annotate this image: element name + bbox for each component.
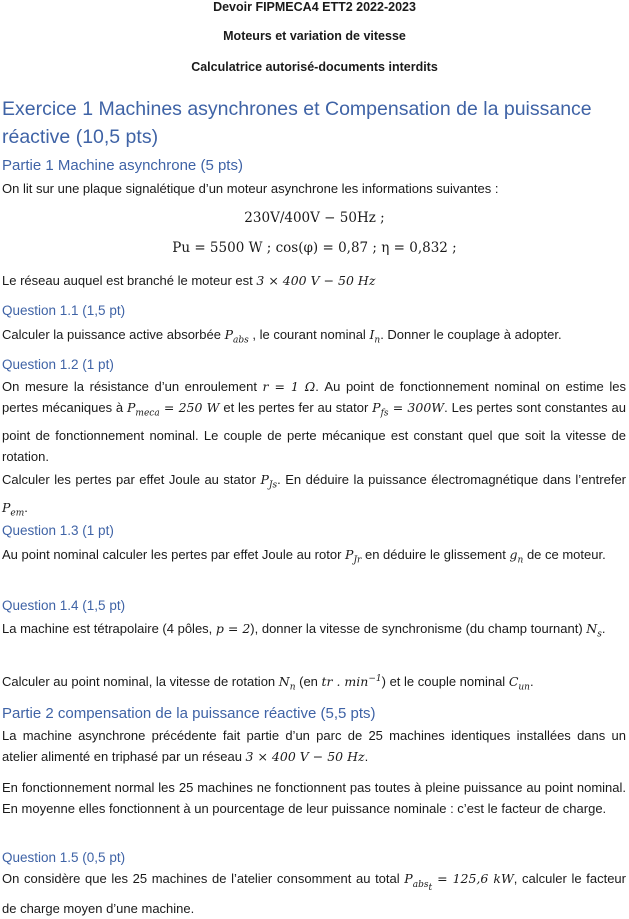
q15-var-pabst-sub-text: abs <box>412 879 429 890</box>
q12-var-pjs-sub: Js <box>268 480 278 491</box>
q13-text-1: Au point nominal calculer les pertes par effet Joule au rotor <box>2 547 346 562</box>
header-title: Devoir FIPMECA4 ETT2 2022-2023 <box>213 0 416 14</box>
q11-text-3: . Donner le couplage à adopter. <box>380 327 562 342</box>
q14-text-4: Calculer au point nominal, la vitesse de rotation <box>2 674 279 690</box>
part2-paragraph-2: En fonctionnement normal les 25 machines ne fonctionnent pas toutes à pleine puissance au point nominal. En moyenne elles fonctionnent à un pourcentage de leur puissance nominale : c’est le facteur de charge. <box>2 780 626 816</box>
q12-var-pem-sub: em <box>10 508 25 518</box>
q13-var-pjr-sub: Jr <box>353 555 362 566</box>
question-1-3-text <box>2 544 626 572</box>
q14-var-nn-sub: n <box>289 682 296 693</box>
q15-var-pabst-subsub: t <box>428 882 433 893</box>
q14-var-ns-sub: s <box>597 629 602 640</box>
q12-var-pem <box>2 499 25 518</box>
q11-var-pabs-base: P <box>224 327 233 342</box>
q15-var-pabst-base: P <box>404 871 413 886</box>
q14-var-cun <box>508 674 530 693</box>
q14-text-7: . <box>529 674 534 690</box>
q13-var-pjr <box>345 547 362 566</box>
q12-var-pjs-base: P <box>260 472 269 487</box>
q14-text-3: . <box>601 621 606 636</box>
q12-text-2: . Au point de fonctionnement nominal on estime les pertes mécaniques à <box>2 379 627 415</box>
part2-title: Partie 2 compensation de la puissance réactive (5,5 pts) <box>2 705 376 722</box>
q11-text-2: , le courant nominal <box>248 327 370 342</box>
q15-var-pabst <box>404 871 514 893</box>
question-1-2-text <box>2 376 626 467</box>
q12-text-1: On mesure la résistance d’un enroulement <box>2 379 263 394</box>
question-1-5-text <box>2 868 626 919</box>
question-1-5-title: Question 1.5 (0,5 pt) <box>2 850 126 865</box>
header-subtitle: Moteurs et variation de vitesse <box>223 29 406 43</box>
q11-var-pabs-sub: abs <box>233 335 249 346</box>
q12-var-pmeca-base: P <box>127 400 136 415</box>
q12-text-6: . En déduire la puissance électromagnétique dans l’entrefer <box>277 472 626 487</box>
network-text: Le réseau auquel est branché le moteur est <box>2 273 257 288</box>
q12-var-pmeca <box>127 400 220 419</box>
q14-text-5: (en <box>295 674 322 690</box>
q12-var-r: r = 1 Ω <box>262 379 316 394</box>
part2-p1-end: . <box>364 749 369 764</box>
q14-unit-base: tr . min <box>321 674 369 690</box>
q12-var-pmeca-value: = 250 W <box>159 400 220 415</box>
q13-var-gn-sub: n <box>517 555 524 566</box>
q14-unit-sup: −1 <box>368 674 382 684</box>
question-1-2-title: Question 1.2 (1 pt) <box>2 357 114 372</box>
nameplate-values: Pu = 5500 W ; cos(φ) = 0,87 ; η = 0,832 ; <box>172 240 457 256</box>
network-value: 3 × 400 V − 50 Hz <box>256 273 376 288</box>
q13-var-gn-base: g <box>509 547 518 562</box>
q11-var-pabs <box>224 327 249 346</box>
q12-var-pem-base: P <box>2 499 11 515</box>
part2-p1-text: La machine asynchrone précédente fait partie d’un parc de 25 machines identiques installées dans un atelier alimenté en triphasé par un réseau <box>2 728 626 764</box>
question-1-4-title: Question 1.4 (1,5 pt) <box>2 598 126 613</box>
part1-title: Partie 1 Machine asynchrone (5 pts) <box>2 157 243 174</box>
q15-var-pabst-value: = 125,6 kW <box>432 871 514 886</box>
q14-var-ns-base: N <box>586 621 598 636</box>
q12-var-pfs-sub: fs <box>380 408 389 419</box>
part2-paragraph-1 <box>2 725 626 767</box>
q12-var-pfs <box>372 400 445 419</box>
q13-var-gn <box>509 547 524 566</box>
q12-var-pmeca-sub: meca <box>135 408 160 419</box>
q14-text-6: ) et le couple nominal <box>381 674 509 690</box>
q11-var-in <box>369 327 381 346</box>
header-rules: Calculatrice autorisé-documents interdits <box>191 60 438 74</box>
question-1-1-text <box>2 324 626 352</box>
q14-var-ns <box>586 621 602 640</box>
question-1-2-task <box>2 469 626 524</box>
q13-text-3: de ce moteur. <box>523 547 606 562</box>
q13-text-2: en déduire le glissement <box>361 547 510 562</box>
question-1-4-text <box>2 618 626 646</box>
q14-var-nn-base: N <box>278 674 290 690</box>
q12-var-pfs-value: = 300W <box>388 400 445 415</box>
exercise1-title: Exercice 1 Machines asynchrones et Compensation de la puissance réactive (10,5 pts) <box>2 98 592 148</box>
question-1-1-title: Question 1.1 (1,5 pt) <box>2 303 126 318</box>
question-1-3-title: Question 1.3 (1 pt) <box>2 523 114 538</box>
q14-unit <box>322 674 382 689</box>
q12-text-4: . Les pertes sont constantes au point de fonctionnement nominal. Le couple de perte mécanique est constant quel que soit la vitesse de rotation. <box>2 400 626 464</box>
part1-intro: On lit sur une plaque signalétique d’un moteur asynchrone les informations suivantes : <box>2 181 499 196</box>
q14-var-cun-sub: un <box>518 682 530 693</box>
q15-text-2: , calculer le facteur de charge moyen d’une machine. <box>2 871 626 917</box>
q11-var-in-base: I <box>369 327 375 342</box>
q15-var-pabst-sub <box>412 879 433 893</box>
q14-text-2: ), donner la vitesse de synchronisme (du champ tournant) <box>250 621 587 636</box>
q12-var-pfs-base: P <box>372 400 381 415</box>
network-line <box>2 270 626 291</box>
part2-p1-network: 3 × 400 V − 50 Hz <box>245 749 365 764</box>
q14-var-nn <box>278 674 296 693</box>
q12-text-3: et les pertes fer au stator <box>219 400 373 415</box>
q14-var-p: p = 2 <box>215 621 251 636</box>
q13-var-pjr-base: P <box>345 547 354 562</box>
q12-var-pjs <box>260 472 278 491</box>
nameplate-voltage: 230V/400V − 50Hz ; <box>244 210 385 226</box>
q11-var-in-sub: n <box>374 335 381 346</box>
q12-text-5: Calculer les pertes par effet Joule au stator <box>2 472 261 487</box>
q15-text-1: On considère que les 25 machines de l’atelier consomment au total <box>2 871 405 886</box>
q12-text-7: . <box>24 499 28 515</box>
question-1-4-task <box>2 669 626 699</box>
q11-text-1: Calculer la puissance active absorbée <box>2 327 225 342</box>
q14-var-cun-base: C <box>508 674 519 690</box>
q14-text-1: La machine est tétrapolaire (4 pôles, <box>2 621 216 636</box>
